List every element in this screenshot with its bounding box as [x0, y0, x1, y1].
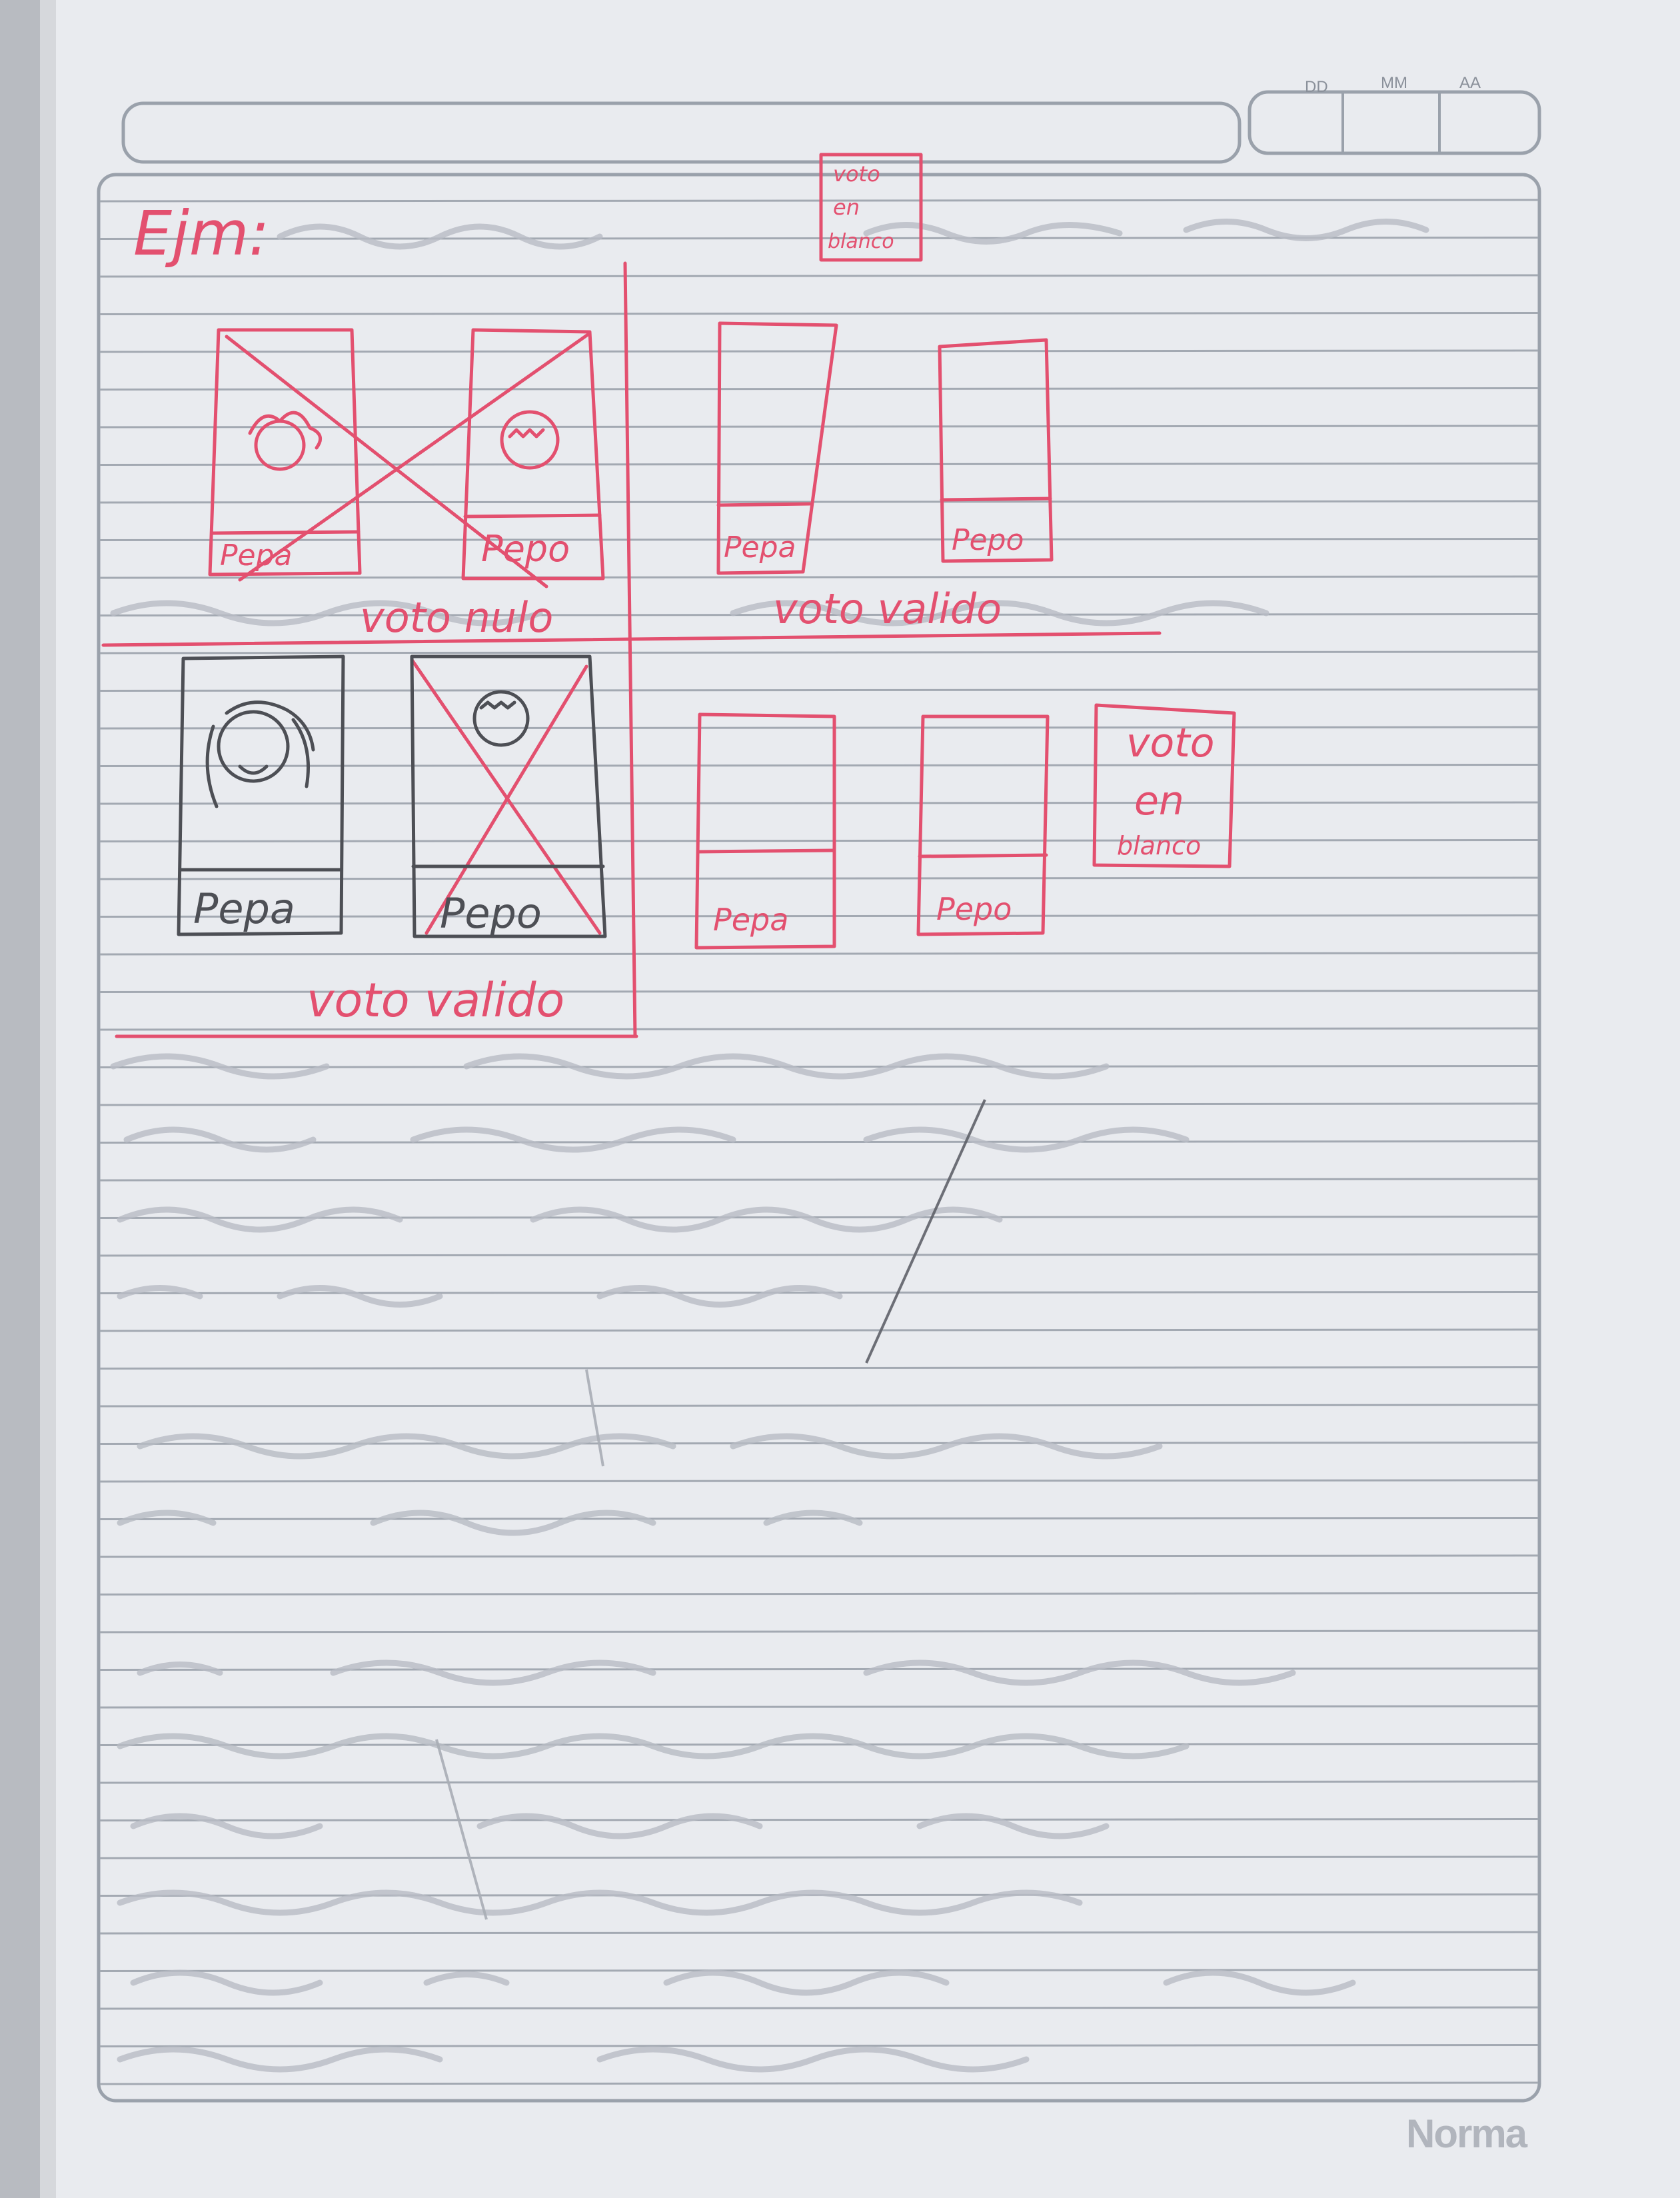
ballot-tl-2-name: Pepo	[481, 528, 570, 570]
ruled-line	[100, 426, 1538, 427]
ruled-line	[100, 501, 1538, 503]
ruled-line	[100, 275, 1538, 277]
ruled-line	[100, 1518, 1538, 1520]
ruled-line	[100, 1405, 1538, 1406]
ruled-line	[100, 313, 1538, 315]
ruled-line	[100, 1781, 1538, 1783]
stamp-top-line-3: blanco	[828, 230, 894, 253]
ballot-tl-1-nameline	[212, 532, 359, 533]
ruled-line	[100, 727, 1538, 728]
ruled-line	[100, 2007, 1538, 2009]
ruled-line	[100, 802, 1538, 804]
ruled-line	[100, 2083, 1538, 2084]
ruled-line	[100, 953, 1538, 954]
ruled-line	[100, 1631, 1538, 1632]
ruled-line	[100, 1480, 1538, 1482]
ruled-line	[100, 1104, 1538, 1105]
ruled-line	[100, 1028, 1538, 1030]
ruled-line	[100, 1179, 1538, 1180]
stamp-top-line-2: en	[833, 195, 860, 220]
page-spine-edge	[40, 0, 56, 2198]
ballot-tl-1-name: Pepa	[220, 539, 293, 572]
ruled-line	[100, 539, 1538, 541]
ruled-line	[100, 200, 1538, 201]
ruled-line	[100, 1706, 1538, 1707]
stamp-side-line-1: voto	[1126, 720, 1215, 766]
ruled-line	[100, 576, 1538, 578]
ruled-line	[100, 765, 1538, 766]
ruled-line	[100, 351, 1538, 352]
stamp-top-line-1: voto	[833, 161, 880, 187]
ballot-bl-1-name: Pepa	[193, 884, 295, 933]
ballot-tl-2-nameline	[465, 515, 600, 517]
stamp-side-line-2: en	[1134, 778, 1184, 824]
ruled-line	[100, 1594, 1538, 1595]
ballot-br-1-name: Pepa	[713, 902, 789, 938]
caption-valid-vote-bottom: voto valido	[307, 973, 565, 1028]
ballot-tr-1-name: Pepa	[724, 531, 796, 564]
ballot-br-2-nameline	[920, 855, 1046, 856]
ballot-bl-2-name: Pepo	[440, 889, 542, 938]
date-label-day: DD	[1305, 78, 1328, 96]
ruled-line	[100, 1744, 1538, 1745]
caption-valid-vote-top: voto valido	[773, 584, 1002, 633]
ballot-tr-1-nameline	[718, 504, 810, 505]
ballot-br-1-nameline	[698, 850, 833, 852]
ballot-tr-2-name: Pepo	[952, 523, 1024, 557]
brand-logo: Norma	[1406, 2111, 1527, 2156]
ruled-line	[100, 840, 1538, 842]
stamp-side-line-3: blanco	[1117, 831, 1202, 860]
date-label-year: AA	[1459, 74, 1481, 92]
ruled-line	[100, 389, 1538, 390]
ruled-line	[100, 1819, 1538, 1821]
ruled-line	[100, 878, 1538, 879]
ruled-line	[100, 652, 1538, 653]
ruled-line	[100, 2045, 1538, 2047]
ruled-line	[100, 1556, 1538, 1557]
ruled-line	[100, 1857, 1538, 1858]
ballot-br-2-name: Pepo	[936, 891, 1012, 927]
ruled-line	[100, 1932, 1538, 1933]
ruled-line	[100, 1330, 1538, 1331]
page-spine-shadow	[0, 0, 47, 2198]
date-label-month: MM	[1381, 74, 1407, 92]
ruled-line	[100, 916, 1538, 917]
example-heading: Ejm:	[133, 198, 270, 269]
ruled-line	[100, 690, 1538, 691]
ruled-line	[100, 1142, 1538, 1143]
ruled-line	[100, 1970, 1538, 1971]
ballot-tr-2-nameline	[942, 499, 1050, 500]
caption-null-vote: voto nulo	[360, 593, 554, 642]
ruled-line	[100, 1669, 1538, 1670]
ruled-line	[100, 1368, 1538, 1369]
ruled-line	[100, 1254, 1538, 1256]
